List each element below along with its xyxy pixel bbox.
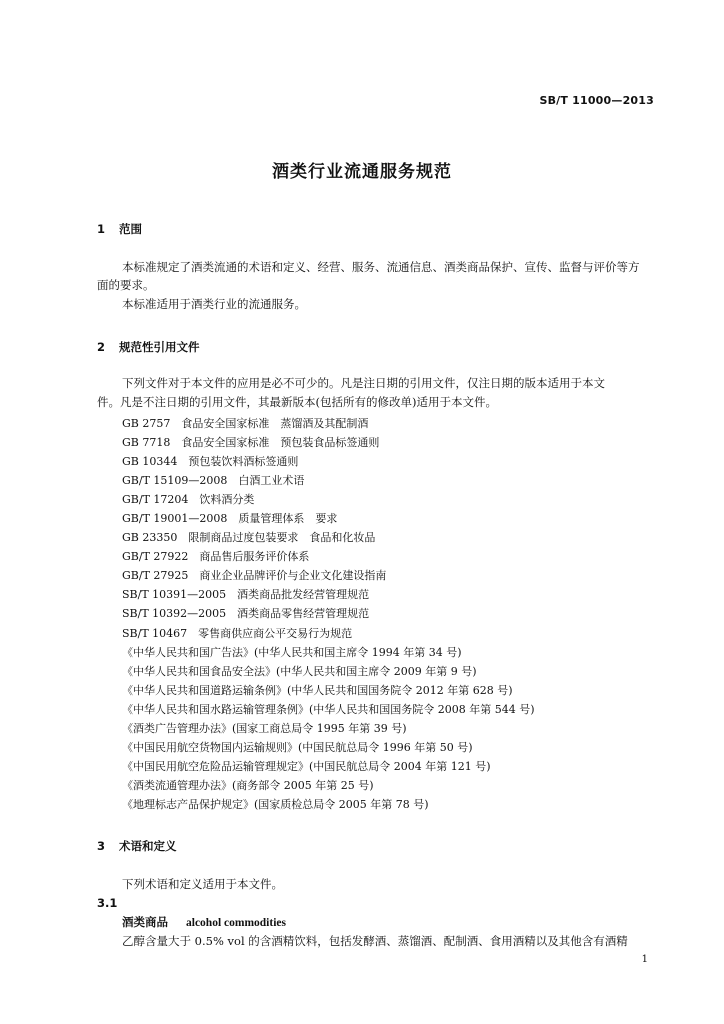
document-title: 酒类行业流通服务规范 xyxy=(272,162,452,182)
reference-list xyxy=(122,414,535,814)
reference-item: GB 10344 预包装饮料酒标签通则 xyxy=(122,455,299,469)
reference-item: 《酒类广告管理办法》(国家工商总局令 1995 年第 39 号) xyxy=(122,721,407,735)
reference-item: GB/T 17204 饮料酒分类 xyxy=(122,493,255,507)
section-2-intro-line-1: 下列文件对于本文件的应用是必不可少的。凡是注日期的引用文件，仅注日期的版本适用于本文 xyxy=(122,376,605,390)
reference-item: GB/T 27922 商品售后服务评价体系 xyxy=(122,550,310,564)
section-1-heading xyxy=(97,221,142,237)
section-3-number: 3 xyxy=(97,839,106,853)
section-2-intro-line-2: 件。凡是不注日期的引用文件，其最新版本(包括所有的修改单)适用于本文件。 xyxy=(97,395,497,409)
section-1-number: 1 xyxy=(97,222,106,236)
reference-item: 《中华人民共和国道路运输条例》(中华人民共和国国务院令 2012 年第 628 号) xyxy=(122,683,513,697)
term-heading xyxy=(122,913,286,932)
standard-code: SB/T 11000—2013 xyxy=(539,94,654,107)
reference-item: 《中华人民共和国广告法》(中华人民共和国主席令 1994 年第 34 号) xyxy=(122,645,462,659)
section-2-number: 2 xyxy=(97,340,106,354)
section-1-para-1-line-2: 面的要求。 xyxy=(97,278,155,292)
reference-item: GB 7718 食品安全国家标准 预包装食品标签通则 xyxy=(122,436,380,450)
reference-item: 《地理标志产品保护规定》(国家质检总局令 2005 年第 78 号) xyxy=(122,797,429,811)
term-english: alcohol commodities xyxy=(186,917,286,929)
reference-item: 《中华人民共和国食品安全法》(中华人民共和国主席令 2009 年第 9 号) xyxy=(122,664,477,678)
term-number: 3.1 xyxy=(97,896,118,910)
reference-item: SB/T 10467 零售商供应商公平交易行为规范 xyxy=(122,626,353,640)
reference-item: GB 23350 限制商品过度包装要求 食品和化妆品 xyxy=(122,531,376,545)
section-1-title: 范围 xyxy=(119,222,142,236)
page-number: 1 xyxy=(641,954,648,965)
reference-item: GB/T 27925 商业企业品牌评价与企业文化建设指南 xyxy=(122,569,387,583)
reference-item: GB 2757 食品安全国家标准 蒸馏酒及其配制酒 xyxy=(122,417,369,430)
section-3-title: 术语和定义 xyxy=(119,839,177,853)
section-3-heading xyxy=(97,838,177,854)
section-1-para-1-line-1: 本标准规定了酒类流通的术语和定义、经营、服务、流通信息、酒类商品保护、宣传、监督与评价等方 xyxy=(122,260,640,274)
reference-item: GB/T 15109—2008 白酒工业术语 xyxy=(122,474,305,488)
reference-item: 《中华人民共和国水路运输管理条例》(中华人民共和国国务院令 2008 年第 544 号) xyxy=(122,702,535,716)
section-2-heading xyxy=(97,339,200,355)
reference-item: SB/T 10391—2005 酒类商品批发经营管理规范 xyxy=(122,588,370,602)
term-chinese: 酒类商品 xyxy=(122,915,168,929)
section-3-intro: 下列术语和定义适用于本文件。 xyxy=(122,877,283,891)
reference-item: 《中国民用航空危险品运输管理规定》(中国民航总局令 2004 年第 121 号) xyxy=(122,759,491,773)
term-definition: 乙醇含量大于 0.5% vol 的含酒精饮料，包括发酵酒、蒸馏酒、配制酒、食用酒精以及其他含有酒精 xyxy=(122,934,628,948)
reference-item: GB/T 19001—2008 质量管理体系 要求 xyxy=(122,512,338,526)
section-1-para-2: 本标准适用于酒类行业的流通服务。 xyxy=(122,297,306,311)
reference-item: 《酒类流通管理办法》(商务部令 2005 年第 25 号) xyxy=(122,778,374,792)
reference-item: SB/T 10392—2005 酒类商品零售经营管理规范 xyxy=(122,607,370,621)
reference-item: 《中国民用航空货物国内运输规则》(中国民航总局令 1996 年第 50 号) xyxy=(122,740,473,754)
section-2-title: 规范性引用文件 xyxy=(119,340,200,354)
